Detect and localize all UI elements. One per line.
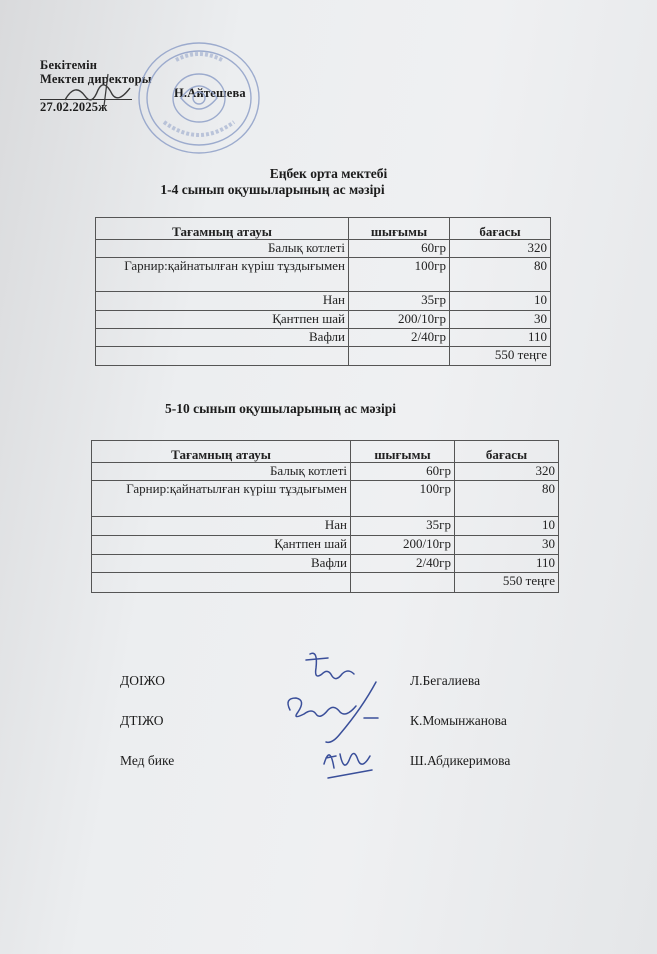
approval-date: 27.02.2025ж (40, 100, 108, 114)
menu-2-title: 5-10 сынып оқушыларының ас мәзірі (165, 401, 396, 416)
header-yield: шығымы (349, 218, 450, 240)
menu-2-total: 550 теңге (455, 573, 559, 593)
table-header-row (92, 441, 559, 463)
menu-1-title: 1-4 сынып оқушыларының ас мәзірі (160, 182, 385, 197)
table-row: Нан 35гр 10 (92, 517, 559, 536)
director-name: Н.Айтешева (174, 86, 246, 100)
signer-role: Мед бике (120, 753, 175, 768)
table-total-row (96, 347, 551, 366)
signer-name: Л.Бегалиева (410, 673, 481, 688)
table-row: Қантпен шай 200/10гр 30 (96, 311, 551, 329)
menu-table-2 (91, 440, 559, 593)
header-dish: Тағамның атауы (96, 218, 349, 240)
table-row: Гарнир:қайнатылған күріш тұздығымен 100гр 80 (96, 258, 551, 292)
table-row: Нан 35гр 10 (96, 292, 551, 311)
official-seal-icon (136, 40, 262, 156)
signer-role: ДОІЖО (120, 673, 165, 688)
table-row: Гарнир:қайнатылған күріш тұздығымен 100гр 80 (92, 481, 559, 517)
header-price: бағасы (455, 441, 559, 463)
table-row: Вафли 2/40гр 110 (92, 555, 559, 573)
signer-name: Ш.Абдикеримова (410, 753, 511, 768)
director-title: Мектеп директоры (40, 72, 152, 86)
approval-label: Бекітемін (40, 58, 98, 72)
table-row: Қантпен шай 200/10гр 30 (92, 536, 559, 555)
table-row: Балық котлеті 60гр 320 (92, 463, 559, 481)
menu-1-total: 550 теңге (450, 347, 551, 366)
director-signature-icon (60, 70, 140, 110)
handwritten-signatures-icon (270, 648, 390, 788)
signer-role: ДТІЖО (120, 713, 164, 728)
school-name: Еңбек орта мектебі (269, 166, 388, 181)
header-dish: Тағамның атауы (92, 441, 351, 463)
table-total-row (92, 573, 559, 593)
table-row: Балық котлеті 60гр 320 (96, 240, 551, 258)
menu-table-1 (95, 217, 551, 366)
table-header-row (96, 218, 551, 240)
header-yield: шығымы (351, 441, 455, 463)
header-price: бағасы (450, 218, 551, 240)
signer-name: К.Момынжанова (410, 713, 507, 728)
table-row: Вафли 2/40гр 110 (96, 329, 551, 347)
